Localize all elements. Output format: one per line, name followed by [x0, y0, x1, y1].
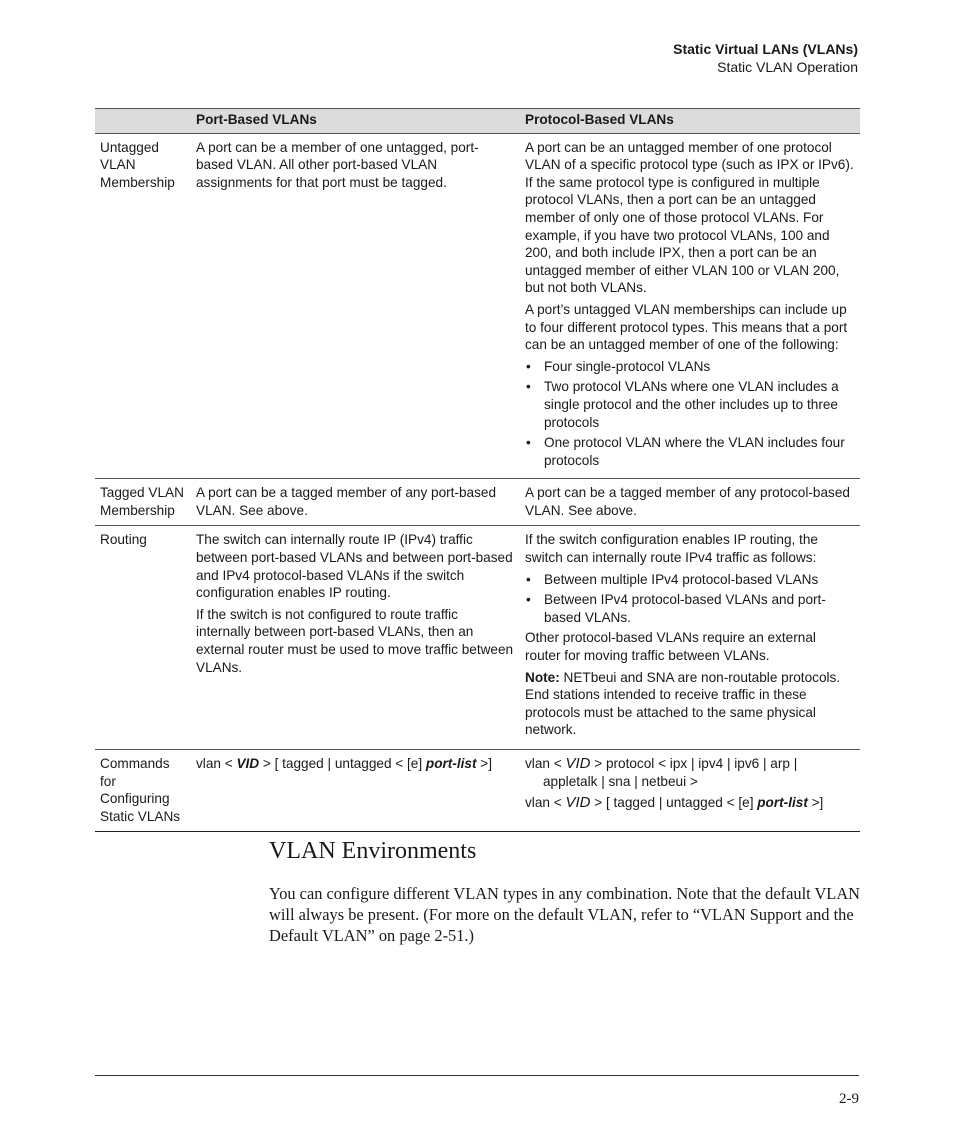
- cmd-param-port-list: port-list: [757, 795, 808, 811]
- routing-note: [525, 669, 855, 739]
- running-header: [673, 40, 858, 76]
- protocol-vlan-command: [525, 755, 855, 790]
- list-item: • Between multiple IPv4 protocol-based VLANs: [525, 571, 855, 589]
- row-label-routing: Routing: [95, 526, 191, 750]
- routing-port-based-cell: [191, 526, 520, 750]
- routing-protocol-para-1: If the switch configuration enables IP routing, the switch can internally route IPv4 traffic as follows:: [525, 532, 818, 566]
- untagged-port-text: A port can be a member of one untagged, port-based VLAN. All other port-based VLAN assignments for that port must be tagged.: [196, 139, 479, 190]
- note-label: Note:: [525, 669, 560, 685]
- untagged-protocol-para-1: A port can be an untagged member of one protocol VLAN of a specific protocol type (such as IPX or IPv6). If the same protocol type is configured in multiple protocol VLANs, then a port can be an untagged member of only one of those protocol VLANs. For example, if you have two protocol VLANs, 100 and 200, and both include IPX, then a port can be an untagged member of either VLAN 100 or VLAN 200, but not both VLANs.: [525, 139, 854, 296]
- commands-port-based-cell: [191, 750, 520, 832]
- routing-protocol-based-cell: [520, 526, 860, 750]
- cmd-param-vid: VID: [236, 756, 260, 771]
- row-label-commands: Commands for Configuring Static VLANs: [95, 750, 191, 832]
- list-item: • Two protocol VLANs where one VLAN includes a single protocol and the other includes up to three protocols: [525, 378, 855, 431]
- tagged-port-based-cell: A port can be a tagged member of any port-based VLAN. See above.: [191, 479, 520, 526]
- section-subtitle: Static VLAN Operation: [717, 59, 858, 75]
- footer-divider: [95, 1075, 859, 1076]
- header-cell-empty: [95, 109, 191, 134]
- chapter-title: Static Virtual LANs (VLANs): [673, 41, 858, 57]
- cmd-text: vlan <: [196, 756, 237, 771]
- table-row-commands: [95, 750, 860, 832]
- row-label-tagged: Tagged VLAN Membership: [95, 479, 191, 526]
- commands-protocol-based-cell: [520, 750, 860, 832]
- untagged-protocol-para-2: A port’s untagged VLAN memberships can include up to four different protocol types. This means that a port can be an untagged member of one of the following:: [525, 301, 848, 353]
- section-body-paragraph: You can configure different VLAN types in any combination. Note that the default VLAN will always be present. (For more on the default VLAN, refer to “VLAN Support and the Default VLAN” on page 2-51.): [269, 884, 860, 945]
- cmd-text: >]: [476, 756, 492, 771]
- table-row-tagged: [95, 479, 860, 526]
- untagged-protocol-based-cell: [520, 133, 860, 479]
- cmd-text: >]: [807, 795, 824, 811]
- section-heading: VLAN Environments: [269, 838, 477, 864]
- routing-protocol-para-2: Other protocol-based VLANs require an external router for moving traffic between VLANs.: [525, 630, 816, 664]
- cmd-text: vlan <: [525, 756, 566, 771]
- header-protocol-based: Protocol-Based VLANs: [520, 109, 860, 134]
- cmd-param-port-list: port-list: [425, 756, 477, 771]
- routing-port-para-1: The switch can internally route IP (IPv4) traffic between port-based VLANs and between port-based and IPv4 protocol-based VLANs if the switch configuration enables IP routing.: [196, 532, 513, 601]
- untagged-port-based-cell: [191, 133, 520, 479]
- routing-protocol-bullets: [525, 571, 855, 627]
- page-number: 2-9: [839, 1091, 859, 1107]
- cmd-text: > [ tagged | untagged < [e]: [259, 756, 426, 771]
- untagged-protocol-bullets: [525, 358, 855, 470]
- row-label-untagged: Untagged VLAN Membership: [95, 133, 191, 479]
- cmd-text: > protocol < ipx | ipv4 | ipv6 | arp | appletalk | sna | netbeui >: [543, 756, 798, 789]
- protocol-tag-command: [525, 794, 855, 812]
- header-port-based: Port-Based VLANs: [191, 109, 520, 134]
- routing-port-para-2: If the switch is not configured to route traffic internally between port-based VLANs, then an external router must be used to move traffic between VLANs.: [196, 606, 514, 675]
- table-header-row: [95, 109, 860, 134]
- port-vlan-command: [196, 755, 515, 773]
- tagged-protocol-based-cell: A port can be a tagged member of any protocol-based VLAN. See above.: [520, 479, 860, 526]
- table-row-routing: [95, 526, 860, 750]
- vlan-comparison-table: [95, 108, 860, 832]
- table-row-untagged: [95, 133, 860, 479]
- cmd-text: > [ tagged | untagged < [e]: [590, 795, 758, 811]
- list-item: • One protocol VLAN where the VLAN includes four protocols: [525, 434, 855, 469]
- cmd-param-vid: VID: [565, 755, 591, 772]
- cmd-text: vlan <: [525, 795, 566, 811]
- list-item: • Four single-protocol VLANs: [525, 358, 855, 376]
- cmd-param-vid: VID: [565, 794, 591, 812]
- note-text: NETbeui and SNA are non-routable protocols. End stations intended to receive traffic in these protocols must be attached to the same physical network.: [525, 669, 841, 738]
- list-item: • Between IPv4 protocol-based VLANs and port-based VLANs.: [525, 591, 855, 626]
